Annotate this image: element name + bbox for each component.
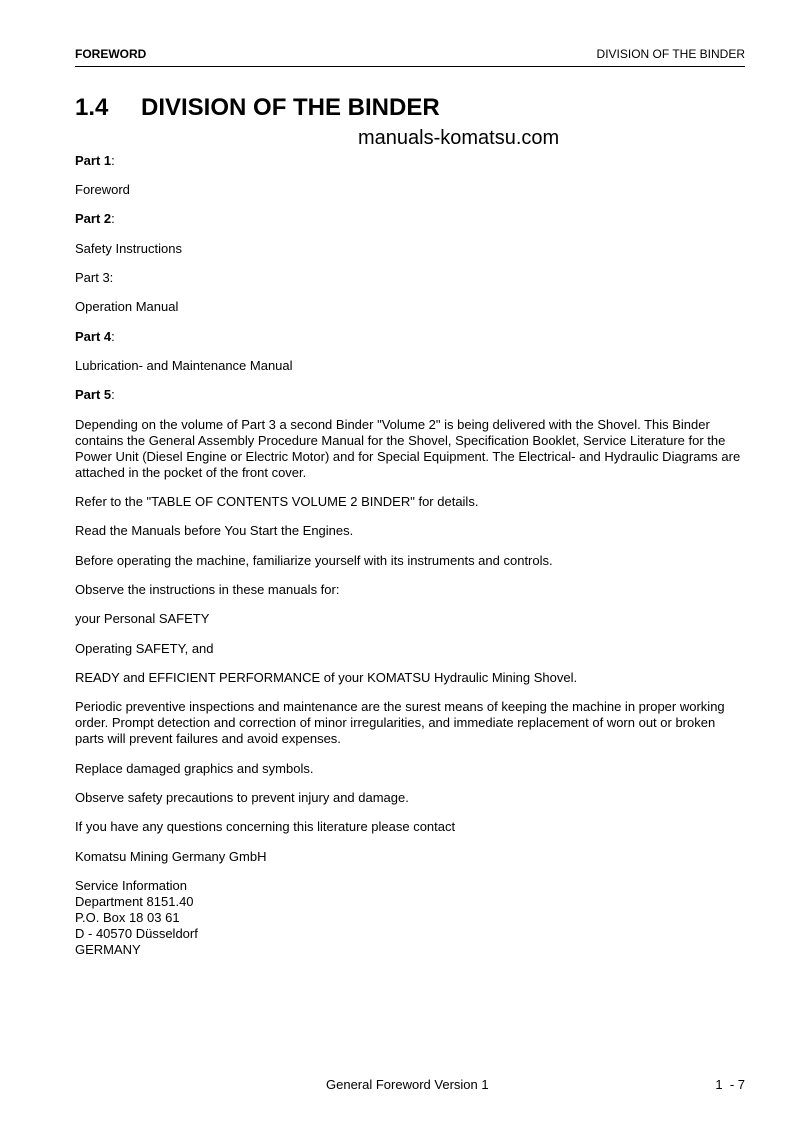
part-1-label: Part 1:	[75, 153, 115, 168]
performance-line: READY and EFFICIENT PERFORMANCE of your KOMATSU Hydraulic Mining Shovel.	[75, 670, 578, 685]
maintenance-paragraph: Periodic preventive inspections and maintenance are the surest means of keeping the machine in proper working order. Prompt detection and correction of minor irregularities, and immediate replacement of worn out or broken parts will prevent failures and avoid expenses.	[75, 699, 725, 746]
operating-safety-line: Operating SAFETY, and	[75, 641, 214, 656]
part-3-label: Part 3:	[75, 270, 114, 285]
address-line: D - 40570 Düsseldorf	[75, 926, 198, 941]
precautions-paragraph: Observe safety precautions to prevent injury and damage.	[75, 790, 409, 805]
footer-title: General Foreword Version 1	[326, 1077, 489, 1092]
part-3-text: Operation Manual	[75, 299, 179, 314]
running-header-right: DIVISION OF THE BINDER	[596, 47, 745, 61]
refer-paragraph: Refer to the "TABLE OF CONTENTS VOLUME 2 BINDER" for details.	[75, 494, 479, 509]
replace-graphics-paragraph: Replace damaged graphics and symbols.	[75, 761, 314, 776]
read-manuals-paragraph: Read the Manuals before You Start the Engines.	[75, 523, 354, 538]
address-line: P.O. Box 18 03 61	[75, 910, 180, 925]
address-line: GERMANY	[75, 942, 141, 957]
running-header-left: FOREWORD	[75, 47, 147, 61]
questions-paragraph: If you have any questions concerning this literature please contact	[75, 819, 456, 834]
address-line: Service Information	[75, 878, 187, 893]
part-4-text: Lubrication- and Maintenance Manual	[75, 358, 293, 373]
section-number: 1.4	[75, 94, 109, 121]
company-name: Komatsu Mining Germany GmbH	[75, 849, 267, 864]
volume2-paragraph: Depending on the volume of Part 3 a second Binder "Volume 2" is being delivered with the Shovel. This Binder contains the General Assembly Procedure Manual for the Shovel, Specification Booklet, Service Literature for the Power Unit (Diesel Engine or Electric Motor) and for Special Equipment. The Electrical- and Hydraulic Diagrams are attached in the pocket of the front cover.	[75, 417, 741, 480]
watermark-text: manuals-komatsu.com	[358, 127, 560, 149]
part-4-label: Part 4:	[75, 329, 115, 344]
part-2-label: Part 2:	[75, 211, 115, 226]
header-divider	[75, 66, 745, 67]
contact-address	[75, 878, 745, 958]
part-1-text: Foreword	[75, 182, 130, 197]
section-heading	[75, 94, 440, 122]
observe-paragraph: Observe the instructions in these manuals for:	[75, 582, 340, 597]
address-line: Department 8151.40	[75, 894, 194, 909]
section-title: DIVISION OF THE BINDER	[141, 94, 440, 121]
part-2-text: Safety Instructions	[75, 241, 182, 256]
part-5-label: Part 5:	[75, 387, 115, 402]
familiarize-paragraph: Before operating the machine, familiarize yourself with its instruments and controls.	[75, 553, 553, 568]
personal-safety-line: your Personal SAFETY	[75, 611, 210, 626]
page-number: 1 - 7	[715, 1077, 745, 1092]
